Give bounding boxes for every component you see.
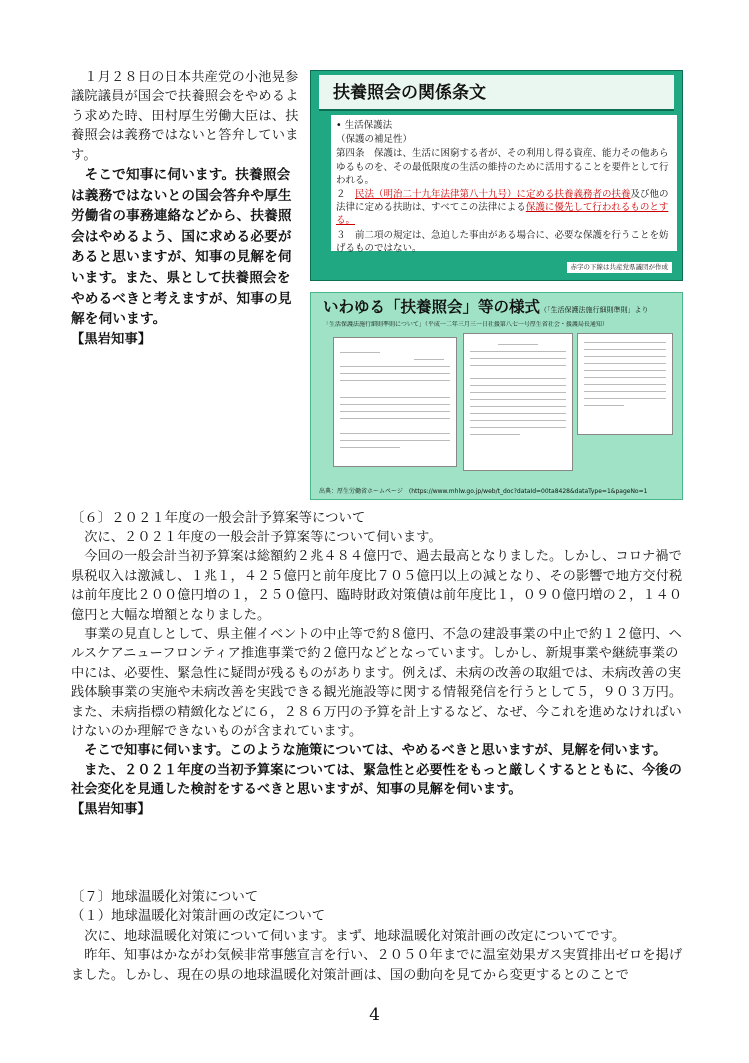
page-number: 4 [369,1005,380,1025]
slide-related-articles [310,70,683,281]
intro-text [71,68,299,349]
intro-question: そこで知事に伺います。扶養照会は義務ではないとの国会答弁や厚生労働省の事務連絡などから、扶養照会はやめるよう、国に求める必要があると思いますが、知事の見解を伺います。また、県として扶養照会をやめるべきと考えますが、知事の見解を伺います。 [71,167,292,328]
slide-subtitle: 「生活保護法施行細則準則について」（平成一二年三月三一日社援第八七一号厚生省社会・援護局長通知） [323,321,608,328]
form-thumbnail-2 [463,333,573,471]
sec7-paragraph-1: 次に、地球温暖化対策について伺います。まず、地球温暖化対策計画の改定についてです。 [84,929,626,944]
sec6-paragraph-1: 次に、２０２１年度の一般会計予算案等について伺います。 [84,530,442,545]
section-6-body [71,528,683,819]
section-caption: （保護の補足性） [336,134,413,146]
section-6-heading: 〔６〕２０２１年度の一般会計予算案等について [71,511,366,526]
sec7-paragraph-2: 昨年、知事はかながわ気候非常事態宣言を行い、２０５０年までに温室効果ガス実質排出ゼロを掲げました。しかし、現在の県の地球温暖化対策計画は、国の動向を見てから変更するとのことで [71,948,683,983]
clause-text: 及び他の法律に定める扶助は、すべてこの法律による [336,189,669,214]
section-7-subheading: （１）地球温暖化対策計画の改定について [71,909,326,924]
sec6-question-1: そこで知事に伺います。このような施策については、やめるべきと思いますが、見解を伺います。 [84,743,667,759]
slide-title-source: （「生活保護法施行細則準則」より [540,306,649,314]
slide-source: 出典：厚生労働省ホームページ (https://www.mhlw.go.jp/web/t_doc?dataId=00ta8428&dataType=1&pageNo=1 [319,488,648,495]
respondent-label: 【黒岩知事】 [71,801,151,817]
sec6-paragraph-2: 今回の一般会計当初予算案は総額約２兆４８４億円で、過去最高となりました。しかし、コロナ禍で県税収入は激減し、１兆１，４２５億円と前年度比７０５億円以上の減となり、その影響で地方交付税は前年度比２００億円増の１，２５０億円、臨時財政対策債は前年度比１，０９０億円増の２，１４０億円と大幅な増額となりました。 [71,549,683,623]
article-4-3: ３ 前二項の規定は、急迫した事由がある場合に、必要な保護を行うことを妨げるものではない。 [336,229,669,254]
slide-title-main: いわゆる「扶養照会」等の様式 [323,298,541,316]
sec6-paragraph-3: 事業の見直しとして、県主催イベントの中止等で約８億円、不急の建設事業の中止で約１２億円、ヘルスケアニューフロンティア推進事業で約２億円などとなっています。しかし、新規事業や継続事業の中には、必要性、緊急性に疑問が残るものがあります。例えば、未病の改善の取組では、未病改善の実践体験事業の実施や未病改善を実践できる観光施設等に関する情報発信を行うとして５，９０３万円。また、未病指標の精緻化などに６，２８６万円の予算を計上するなど、なぜ、今これを進めなければいけないのか理解できないものが含まれています。 [71,627,683,740]
law-name: • 生活保護法 [336,120,393,131]
clause-number: ２ [336,189,356,201]
intro-paragraph-1: １月２８日の日本共産党の小池晃参議院議員が国会で扶養照会をやめるよう求めた時、田村厚生労働大臣は、扶養照会は義務ではないと答弁しています。 [71,70,299,163]
form-thumbnail-1 [333,337,457,467]
highlight-text: 民法（明治二十九年法律第八十九号）に定める扶養義務者の扶養 [355,189,631,201]
article-4: 第四条 保護は、生活に困窮する者が、その利用し得る資産、能力その他あらゆるものを、その最低限度の生活の維持のために活用することを要件として行われる。 [336,148,669,186]
respondent-label: 【黒岩知事】 [71,331,152,347]
slide-footnote: 赤字の下線は共産党県議団が作成 [567,262,673,273]
slide-title [323,295,649,322]
section-7-heading: 〔７〕地球温暖化対策について [71,890,259,905]
article-4-2 [336,188,672,228]
slide-body [331,115,677,254]
highlight-text-2: 保護に優先して行われるものとする。 [336,202,669,227]
slide-title: 扶養照会の関係条文 [319,75,674,111]
section-7-body [71,927,683,985]
form-thumbnail-3 [577,333,673,435]
slide-forms [310,292,683,500]
sec6-question-2: また、２０２１年度の当初予算案については、緊急性と必要性をもっと厳しくするとともに、今後の社会変化を見通した検討をするべきと思いますが、知事の見解を伺います。 [71,762,682,798]
